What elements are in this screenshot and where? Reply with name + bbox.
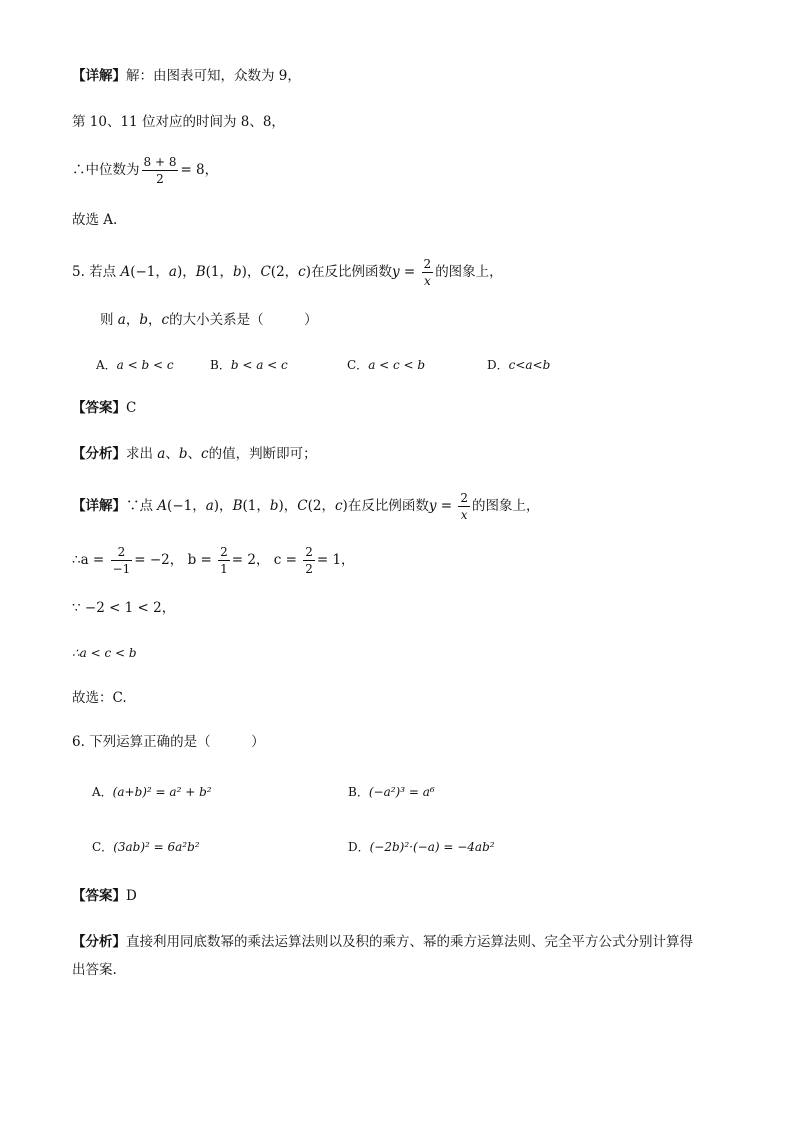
- q5-v2: b: [233, 264, 242, 280]
- q6-analysis-tag: 【分析】: [72, 934, 126, 950]
- calc-a-den: −1: [112, 562, 131, 576]
- q5-d-den: x: [460, 508, 468, 522]
- q5-an-e: 、: [187, 446, 202, 462]
- q5-l2g: 的大小关系是（ ）: [169, 312, 318, 328]
- q5-d-p3: (1，: [242, 498, 270, 514]
- point-b: B: [195, 264, 206, 280]
- q5-an-b: a: [157, 446, 166, 462]
- q5-detail-pre: ∵点: [126, 498, 158, 514]
- q5-d-p5: (2，: [307, 498, 335, 514]
- median-fraction: [142, 156, 179, 185]
- q5-num: 2: [423, 257, 432, 271]
- q5-an-d: b: [178, 446, 188, 462]
- q5-analysis: [72, 444, 317, 464]
- q6-option-b[interactable]: [348, 782, 435, 802]
- calc-a-frac: [111, 546, 133, 575]
- q5-v3: c: [298, 264, 306, 280]
- q5-d-p4: )，: [278, 498, 298, 514]
- q6-opt-c-label: C．: [92, 840, 114, 854]
- calc-a-num: 2: [111, 546, 133, 561]
- q5-an-g: 的值，判断即可；: [208, 446, 317, 462]
- q5-l2e: ，: [148, 312, 162, 328]
- q6-option-d[interactable]: [348, 837, 495, 857]
- q5-d-v3: c: [334, 498, 343, 514]
- q5-d-v2: b: [269, 498, 279, 514]
- q6-option-c[interactable]: [92, 837, 200, 857]
- point-c: C: [260, 264, 271, 280]
- q5-opt-d-label: D．: [487, 358, 509, 372]
- q5-l2d: b: [139, 312, 149, 328]
- q5-opt-d-expr: c<a<b: [508, 358, 551, 372]
- q5-l2c: ，: [125, 312, 140, 328]
- calc-c-den: 2: [305, 562, 313, 576]
- q6-opt-b-label: B．: [348, 785, 369, 799]
- median-num: 8 + 8: [143, 155, 177, 169]
- point-a: A: [120, 264, 131, 280]
- q5-d-v1: a: [205, 498, 214, 514]
- q5-answer: [72, 398, 136, 418]
- median-line: [72, 156, 218, 185]
- q5-opt-a-label: A．: [96, 358, 117, 372]
- q5-analysis-tag: 【分析】: [72, 446, 126, 462]
- q5-detail-fraction: [458, 492, 470, 521]
- q5-question: [100, 310, 318, 330]
- calc-a: ∴a =: [72, 552, 109, 568]
- q5-l2a: 则: [100, 312, 118, 328]
- median-den: 2: [156, 172, 164, 186]
- q6-opt-d-expr: (−2b)²·(−a) = −4ab²: [369, 840, 495, 854]
- q5-p4: )，: [241, 264, 261, 280]
- calc-b-res: = 2，: [231, 552, 270, 568]
- q5-d-point-b: B: [232, 498, 243, 514]
- q6-stem: 6. 下列运算正确的是（ ）: [72, 734, 265, 750]
- q5-p3: (1，: [205, 264, 234, 280]
- q6-answer: [72, 886, 137, 906]
- calc-c: c =: [273, 552, 302, 568]
- q5-p2: )，: [176, 264, 196, 280]
- q5-option-d[interactable]: [487, 355, 550, 375]
- q5-v1: a: [168, 264, 177, 280]
- q5-choose: 故选：C.: [72, 690, 127, 706]
- q5-den: x: [423, 274, 431, 288]
- q5-eq: =: [399, 264, 420, 280]
- q5-fraction: [422, 258, 434, 287]
- q5-y: y: [392, 264, 400, 280]
- q5-detail-tag: 【详解】: [72, 498, 126, 514]
- detail-text: 解：由图表可知，众数为 9，: [126, 68, 301, 84]
- q5-calc: [72, 546, 355, 575]
- q5-therefore: ∴a < c < b: [72, 646, 137, 660]
- median-pre: ∴中位数为: [72, 162, 140, 178]
- q5-pre: 5. 若点: [72, 264, 121, 280]
- q5-option-c[interactable]: [347, 355, 425, 375]
- q5-an-f: c: [201, 446, 209, 462]
- q5-option-a[interactable]: [96, 355, 174, 375]
- q6-analysis: [72, 932, 693, 952]
- q5-answer-value: C: [126, 400, 137, 416]
- q5-d-p2: )，: [213, 498, 233, 514]
- q6-answer-value: D: [126, 888, 137, 904]
- calc-c-frac: [303, 546, 315, 575]
- q6-analysis-cont: 出答案.: [72, 962, 117, 978]
- q5-opt-b-expr: b < a < c: [230, 358, 288, 372]
- q5-d-post: 的图象上，: [472, 498, 540, 514]
- q6-analysis-text: 直接利用同底数幂的乘法运算法则以及积的乘方、幂的乘方运算法则、完全平方公式分别计算得: [126, 934, 693, 950]
- q6-opt-b-expr: (−a²)³ = a⁶: [368, 785, 435, 799]
- q6-opt-d-label: D．: [348, 840, 370, 854]
- q5-post: 的图象上，: [435, 264, 503, 280]
- q5-opt-a-expr: a < b < c: [116, 358, 174, 372]
- q5-d-point-a: A: [157, 498, 168, 514]
- q5-p6: )在反比例函数: [305, 264, 392, 280]
- q5-opt-b-label: B．: [210, 358, 231, 372]
- median-position-line: 第 10、11 位对应的时间为 8、8，: [72, 114, 285, 130]
- choose-a-line: 故选 A.: [72, 212, 118, 228]
- q5-opt-c-expr: a < c < b: [368, 358, 426, 372]
- calc-c-num: 2: [305, 545, 313, 559]
- q5-d-eq: =: [436, 498, 457, 514]
- q5-d-y: y: [428, 498, 437, 514]
- median-post: = 8，: [180, 162, 219, 178]
- calc-b-den: 1: [220, 562, 228, 576]
- q5-p5: (2，: [270, 264, 299, 280]
- q5-p1: (−1，: [130, 264, 169, 280]
- q5-an-a: 求出: [126, 446, 158, 462]
- calc-a-res: = −2，: [134, 552, 184, 568]
- calc-c-res: = 1，: [316, 552, 355, 568]
- calc-b-frac: [218, 546, 230, 575]
- q6-option-a[interactable]: [92, 782, 212, 802]
- q6-opt-a-expr: (a+b)² = a² + b²: [112, 785, 212, 799]
- q5-answer-tag: 【答案】: [72, 400, 126, 416]
- q5-stem: [72, 258, 503, 287]
- detail-line-mode: [72, 66, 301, 86]
- q6-answer-tag: 【答案】: [72, 888, 126, 904]
- calc-b-num: 2: [220, 545, 228, 559]
- q6-opt-c-expr: (3ab)² = 6a²b²: [113, 840, 200, 854]
- q6-opt-a-label: A．: [92, 785, 113, 799]
- q5-l2f: c: [161, 312, 170, 328]
- q5-option-b[interactable]: [210, 355, 288, 375]
- q5-d-point-c: C: [297, 498, 308, 514]
- q5-d-num: 2: [460, 491, 469, 505]
- q5-detail-mid: )在反比例函数: [342, 498, 429, 514]
- q5-an-c: 、: [165, 446, 179, 462]
- detail-tag: 【详解】: [72, 68, 126, 84]
- q5-detail: [72, 492, 540, 521]
- q5-since: ∵ −2 < 1 < 2，: [72, 600, 176, 616]
- q5-opt-c-label: C．: [347, 358, 369, 372]
- calc-b: b =: [187, 552, 217, 568]
- q5-d-p1: (−1，: [167, 498, 206, 514]
- q5-l2b: a: [117, 312, 126, 328]
